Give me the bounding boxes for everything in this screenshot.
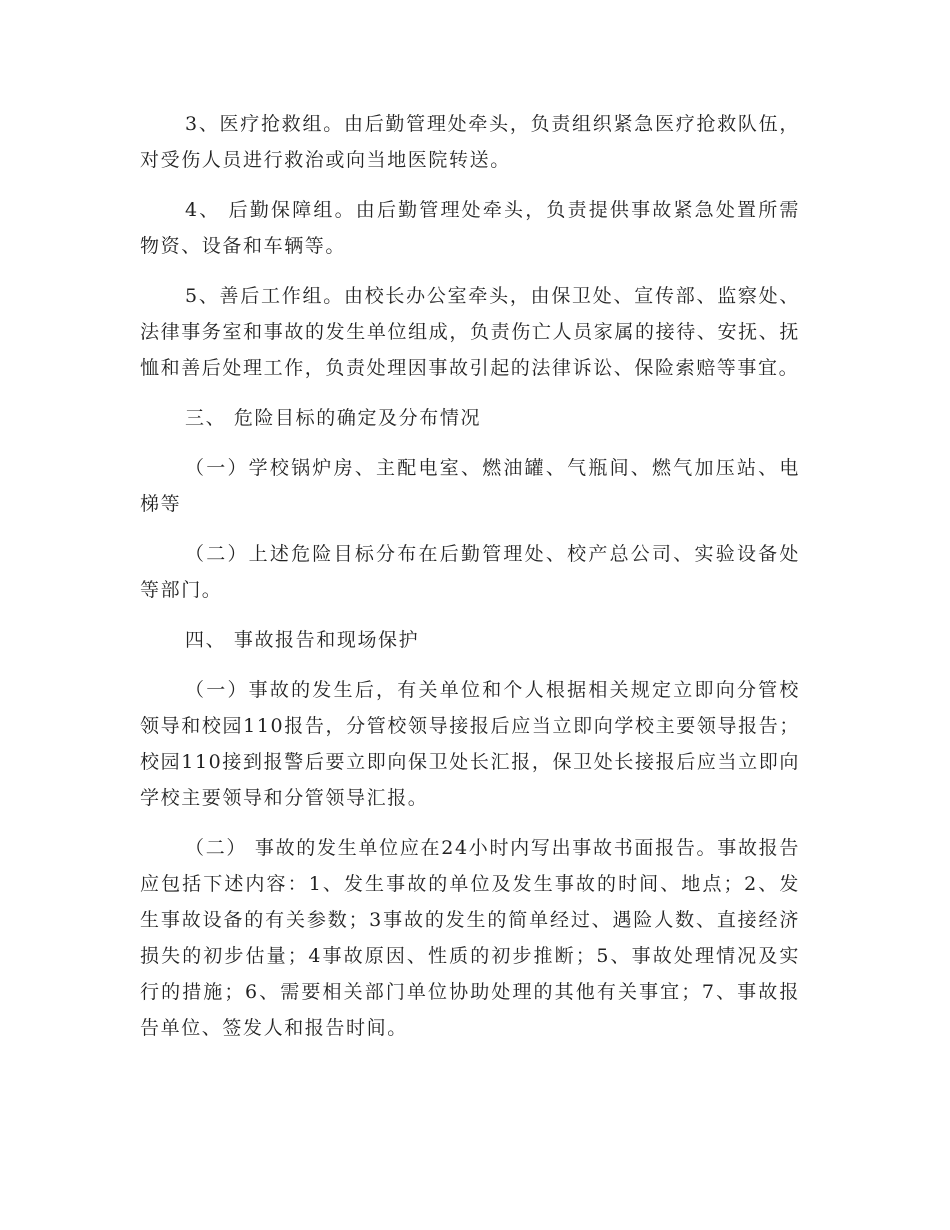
paragraph-medical-rescue-group: 3、医疗抢救组。由后勤管理处牵头，负责组织紧急医疗抢救队伍，对受伤人员进行救治或向当地医院转送。 <box>140 113 800 171</box>
section-heading-hazard-targets: 三、 危险目标的确定及分布情况 <box>185 407 482 429</box>
paragraph-written-report-content: （二） 事故的发生单位应在24小时内写出事故书面报告。事故报告应包括下述内容：1、发生事故的单位及发生事故的时间、地点；2、发生事故设备的有关参数；3事故的发生的简单经过、遇险人数、直接经济损失的初步估量；4事故原因、性质的初步推断；5、事故处理情况及实行的措施；6、需要相关部门单位协助处理的其他有关事宜；7、事故报告单位、签发人和报告时间。 <box>140 837 800 1039</box>
paragraph-logistics-support-group: 4、 后勤保障组。由后勤管理处牵头，负责提供事故紧急处置所需物资、设备和车辆等。 <box>140 199 800 257</box>
paragraph-report-procedure: （一）事故的发生后，有关单位和个人根据相关规定立即向分管校领导和校园110报告，分管校领导接报后应当立即向学校主要领导报告；校园110接到报警后要立即向保卫处长汇报，保卫处长接报后应当立即向学校主要领导和分管领导汇报。 <box>140 679 800 809</box>
paragraph-aftermath-work-group: 5、善后工作组。由校长办公室牵头，由保卫处、宣传部、监察处、法律事务室和事故的发生单位组成，负责伤亡人员家属的接待、安抚、抚恤和善后处理工作，负责处理因事故引起的法律诉讼、保险索赔等事宜。 <box>140 285 800 379</box>
paragraph-hazard-target-list: （一）学校锅炉房、主配电室、燃油罐、气瓶间、燃气加压站、电梯等 <box>140 457 800 515</box>
document-page <box>140 106 800 1046</box>
paragraph-hazard-target-distribution: （二）上述危险目标分布在后勤管理处、校产总公司、实验设备处等部门。 <box>140 543 800 601</box>
section-heading-accident-report: 四、 事故报告和现场保护 <box>185 629 420 651</box>
